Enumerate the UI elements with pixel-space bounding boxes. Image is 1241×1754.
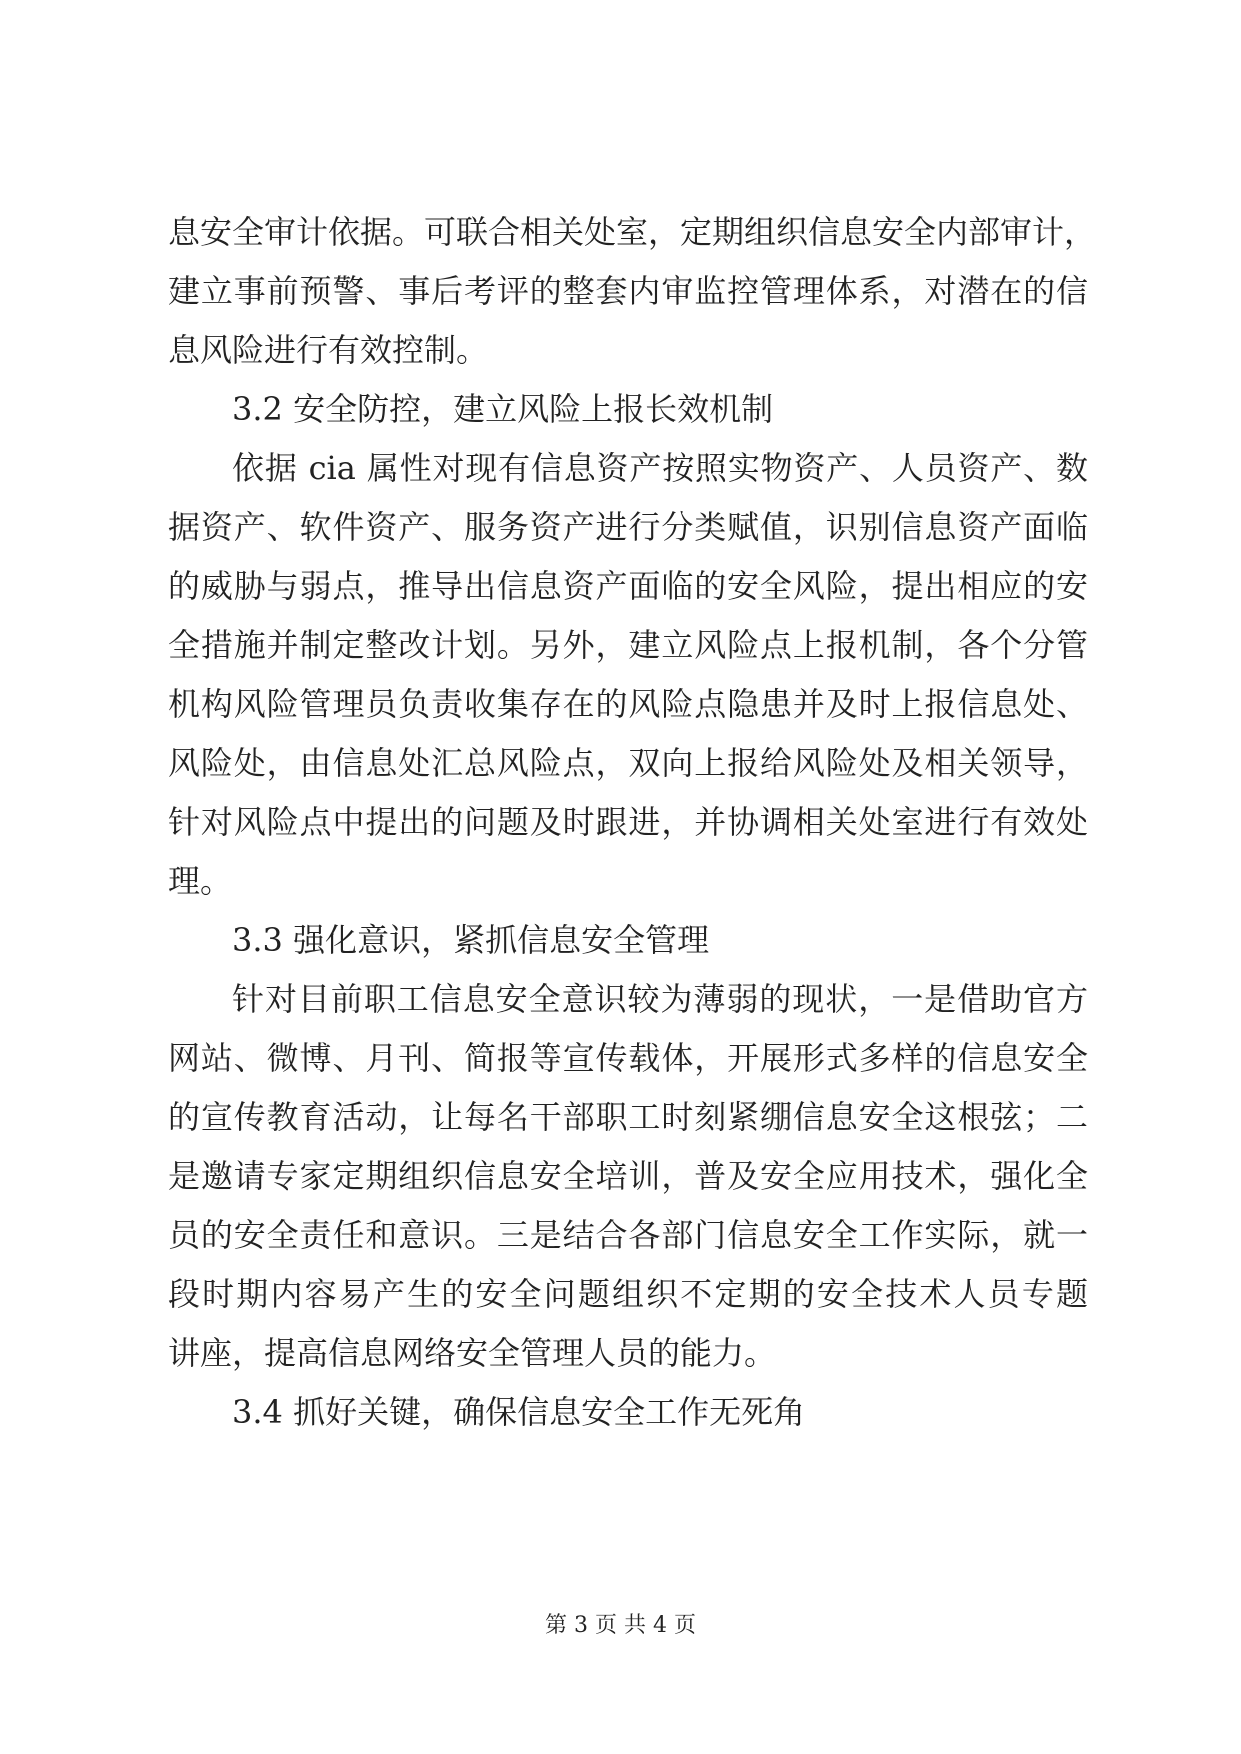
body-text-line: 风险处，由信息处汇总风险点，双向上报给风险处及相关领导， bbox=[168, 744, 1088, 782]
page-footer: 第 3 页 共 4 页 bbox=[545, 1613, 696, 1638]
body-text-line: 息安全审计依据。可联合相关处室，定期组织信息安全内部审计， bbox=[168, 213, 1097, 251]
body-text-line: 针对目前职工信息安全意识较为薄弱的现状，一是借助官方 bbox=[232, 980, 1088, 1018]
body-text-line: 理。 bbox=[168, 862, 233, 900]
body-text-line: 据资产、软件资产、服务资产进行分类赋值，识别信息资产面临 bbox=[168, 508, 1088, 546]
body-text-line: 是邀请专家定期组织信息安全培训，普及安全应用技术，强化全 bbox=[168, 1157, 1088, 1195]
body-text-line: 的宣传教育活动，让每名干部职工时刻紧绷信息安全这根弦；二 bbox=[168, 1098, 1088, 1136]
section-heading-3-4: 3.4 抓好关键，确保信息安全工作无死角 bbox=[232, 1393, 806, 1431]
body-text-line: 建立事前预警、事后考评的整套内审监控管理体系，对潜在的信 bbox=[168, 272, 1088, 310]
body-text-line: 针对风险点中提出的问题及时跟进，并协调相关处室进行有效处 bbox=[168, 803, 1088, 841]
body-text-line: 全措施并制定整改计划。另外，建立风险点上报机制，各个分管 bbox=[168, 626, 1088, 664]
body-text-line: 讲座，提高信息网络安全管理人员的能力。 bbox=[168, 1334, 777, 1372]
body-text-line: 机构风险管理员负责收集存在的风险点隐患并及时上报信息处、 bbox=[168, 685, 1088, 723]
body-text-line: 息风险进行有效控制。 bbox=[168, 331, 489, 369]
section-heading-3-3: 3.3 强化意识，紧抓信息安全管理 bbox=[232, 921, 710, 959]
body-text-line: 网站、微博、月刊、简报等宣传载体，开展形式多样的信息安全 bbox=[168, 1039, 1088, 1077]
section-heading-3-2: 3.2 安全防控，建立风险上报长效机制 bbox=[232, 390, 774, 428]
body-text-line: 段时期内容易产生的安全问题组织不定期的安全技术人员专题 bbox=[168, 1275, 1088, 1313]
body-text-line: 依据 cia 属性对现有信息资产按照实物资产、人员资产、数 bbox=[232, 449, 1088, 487]
body-text-line: 员的安全责任和意识。三是结合各部门信息安全工作实际，就一 bbox=[168, 1216, 1088, 1254]
body-text-line: 的威胁与弱点，推导出信息资产面临的安全风险，提出相应的安 bbox=[168, 567, 1088, 605]
